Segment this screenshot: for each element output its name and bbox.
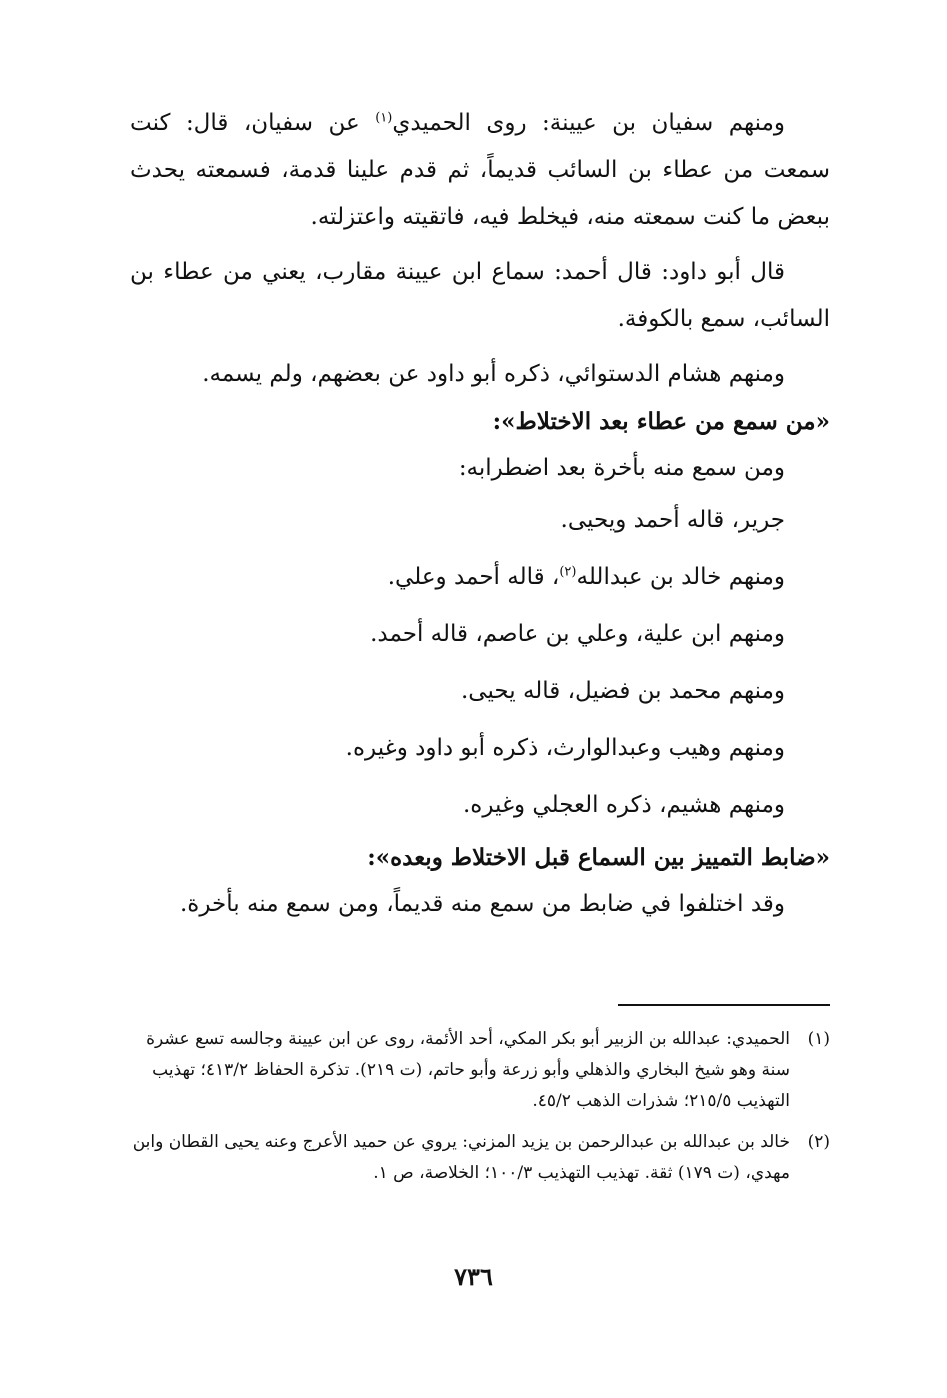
footnote-2-text: خالد بن عبدالله بن عبدالرحمن بن يزيد المزني: يروي عن حميد الأعرج وعنه يحيى القطان وابن مهدي، (ت ١٧٩) ثقة. تهذيب التهذيب ١٠٠/٣؛ الخلاصة، ص ١.	[132, 1132, 790, 1183]
list-item-ibn-ulayya: ومنهم ابن علية، وعلي بن عاصم، قاله أحمد.	[370, 621, 785, 647]
footnote-1-text: الحميدي: عبدالله بن الزبير أبو بكر المكي، أحد الأئمة، روى عن ابن عيينة وجالسه تسع عشرة سنة وهو شيخ البخاري والذهلي وأبو زرعة وأبو حاتم، (ت ٢١٩). تذكرة الحفاظ ٤١٣/٢؛ تهذيب التهذيب ٢١٥/٥؛ شذرات الذهب ٤٥/٢.	[146, 1029, 790, 1111]
footnote-1-number: (١)	[807, 1029, 830, 1049]
section-heading-after-confusion: «من سمع من عطاء بعد الاختلاط»:	[492, 408, 830, 435]
footnote-2-number: (٢)	[807, 1132, 830, 1152]
paragraph-sufyan-text-b: عن سفيان، قال: كنت سمعت من عطاء بن السائب قديماً، ثم قدم علينا قدمة، فسمعته يحدث ببعض ما كنت سمعته منه، فيخلط فيه، فاتقيته واعتزلته.	[130, 110, 830, 230]
list-item-khalid-text-b: ، قاله أحمد وعلي.	[387, 564, 560, 590]
footnotes	[130, 1024, 830, 1189]
footnote-2	[130, 1127, 830, 1189]
paragraph-disagreement: وقد اختلفوا في ضابط من سمع منه قديماً، ومن سمع منه بأخرة.	[179, 891, 785, 917]
paragraph-sufyan-text-a: ومنهم سفيان بن عيينة: روى الحميدي	[392, 110, 785, 136]
paragraph-sufyan	[130, 100, 830, 241]
list-item-wuhayb: ومنهم وهيب وعبدالوارث، ذكره أبو داود وغيره.	[345, 735, 785, 761]
list-item-muhammad-fudayl: ومنهم محمد بن فضيل، قاله يحيى.	[460, 678, 785, 704]
list-item-khalid	[130, 549, 830, 606]
footnote-ref-1: (١)	[375, 110, 393, 126]
list-item-khalid-text-a: ومنهم خالد بن عبدالله	[576, 564, 785, 590]
list-item-jarir: جرير، قاله أحمد ويحيى.	[560, 507, 785, 533]
page-number: ٧٣٦	[454, 1262, 493, 1291]
footnote-separator	[618, 1004, 830, 1006]
paragraph-abu-dawud: قال أبو داود: قال أحمد: سماع ابن عيينة مقارب، يعني من عطاء بن السائب، سمع بالكوفة.	[130, 259, 830, 332]
footnote-1	[130, 1024, 830, 1117]
section-heading-distinction: «ضابط التمييز بين السماع قبل الاختلاط وبعده»:	[367, 844, 830, 871]
list-item-hushaym: ومنهم هشيم، ذكره العجلي وغيره.	[462, 792, 785, 818]
footnote-ref-2: (٢)	[559, 564, 577, 580]
list-intro: ومن سمع منه بأخرة بعد اضطرابه:	[458, 455, 785, 481]
paragraph-hisham: ومنهم هشام الدستوائي، ذكره أبو داود عن بعضهم، ولم يسمه.	[202, 361, 785, 387]
main-text	[130, 100, 830, 928]
